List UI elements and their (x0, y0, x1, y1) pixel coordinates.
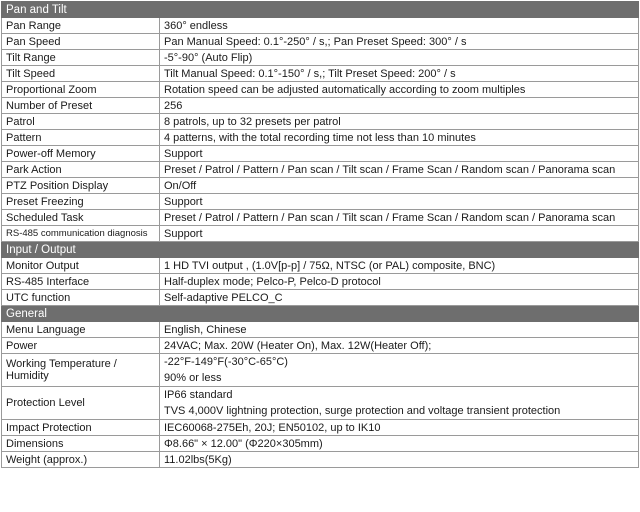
spec-label: Dimensions (2, 436, 160, 452)
spec-value: Support (160, 146, 639, 162)
spec-label: Pan Range (2, 18, 160, 34)
spec-label: Tilt Range (2, 50, 160, 66)
spec-label: Protection Level (2, 387, 160, 420)
spec-table (1, 1, 639, 468)
spec-value: 1 HD TVI output , (1.0V[p-p] / 75Ω, NTSC (or PAL) composite, BNC) (160, 258, 639, 274)
table-row (2, 274, 639, 290)
spec-value: 256 (160, 98, 639, 114)
table-row (2, 338, 639, 354)
table-row (2, 354, 639, 387)
spec-label: Scheduled Task (2, 210, 160, 226)
table-row (2, 210, 639, 226)
spec-value: Preset / Patrol / Pattern / Pan scan / Tilt scan / Frame Scan / Random scan / Panorama scan (160, 162, 639, 178)
spec-value: 360° endless (160, 18, 639, 34)
spec-label: UTC function (2, 290, 160, 306)
spec-value-line: -22°F-149°F(-30°C-65°C) (164, 356, 288, 368)
spec-value: Support (160, 194, 639, 210)
table-row (2, 66, 639, 82)
table-row (2, 130, 639, 146)
spec-label: Pattern (2, 130, 160, 146)
table-row (2, 194, 639, 210)
table-row (2, 226, 639, 242)
spec-value: On/Off (160, 178, 639, 194)
spec-value: Rotation speed can be adjusted automatically according to zoom multiples (160, 82, 639, 98)
spec-label: Working Temperature / Humidity (2, 354, 160, 387)
spec-value: English, Chinese (160, 322, 639, 338)
spec-value: Pan Manual Speed: 0.1°-250° / s,; Pan Preset Speed: 300° / s (160, 34, 639, 50)
table-row (2, 98, 639, 114)
spec-label: Weight (approx.) (2, 452, 160, 468)
section-title: Pan and Tilt (2, 2, 639, 18)
table-row (2, 178, 639, 194)
spec-value: 11.02lbs(5Kg) (160, 452, 639, 468)
spec-label: RS-485 Interface (2, 274, 160, 290)
spec-label: Park Action (2, 162, 160, 178)
spec-label: Pan Speed (2, 34, 160, 50)
spec-value: 8 patrols, up to 32 presets per patrol (160, 114, 639, 130)
spec-label: Power (2, 338, 160, 354)
table-row (2, 162, 639, 178)
section-header (2, 242, 639, 258)
spec-label: Menu Language (2, 322, 160, 338)
section-header (2, 306, 639, 322)
section-title: General (2, 306, 639, 322)
spec-value (160, 387, 639, 420)
table-row (2, 420, 639, 436)
spec-value (160, 354, 639, 387)
spec-value: Support (160, 226, 639, 242)
table-row (2, 258, 639, 274)
spec-label: RS-485 communication diagnosis (2, 226, 160, 242)
spec-value: 4 patterns, with the total recording time not less than 10 minutes (160, 130, 639, 146)
spec-value: 24VAC; Max. 20W (Heater On), Max. 12W(Heater Off); (160, 338, 639, 354)
spec-label: PTZ Position Display (2, 178, 160, 194)
spec-label: Patrol (2, 114, 160, 130)
table-row (2, 34, 639, 50)
spec-label: Monitor Output (2, 258, 160, 274)
table-row (2, 387, 639, 420)
table-row (2, 290, 639, 306)
table-row (2, 18, 639, 34)
spec-value-line: 90% or less (164, 372, 222, 384)
spec-value: Tilt Manual Speed: 0.1°-150° / s,; Tilt Preset Speed: 200° / s (160, 66, 639, 82)
spec-label: Number of Preset (2, 98, 160, 114)
table-row (2, 114, 639, 130)
spec-label: Power-off Memory (2, 146, 160, 162)
spec-label: Proportional Zoom (2, 82, 160, 98)
spec-value-line: TVS 4,000V lightning protection, surge protection and voltage transient protection (164, 405, 561, 417)
table-row (2, 436, 639, 452)
spec-label: Preset Freezing (2, 194, 160, 210)
spec-label: Impact Protection (2, 420, 160, 436)
section-title: Input / Output (2, 242, 639, 258)
table-row (2, 452, 639, 468)
spec-label: Tilt Speed (2, 66, 160, 82)
spec-value: Half-duplex mode; Pelco-P, Pelco-D protocol (160, 274, 639, 290)
table-row (2, 322, 639, 338)
spec-value: IEC60068-275Eh, 20J; EN50102, up to IK10 (160, 420, 639, 436)
spec-value-line: IP66 standard (164, 389, 233, 401)
table-row (2, 146, 639, 162)
spec-value: Preset / Patrol / Pattern / Pan scan / Tilt scan / Frame Scan / Random scan / Panorama scan (160, 210, 639, 226)
spec-value: Self-adaptive PELCO_C (160, 290, 639, 306)
section-header (2, 2, 639, 18)
table-row (2, 50, 639, 66)
spec-value: -5°-90° (Auto Flip) (160, 50, 639, 66)
table-row (2, 82, 639, 98)
spec-value: Φ8.66" × 12.00" (Φ220×305mm) (160, 436, 639, 452)
